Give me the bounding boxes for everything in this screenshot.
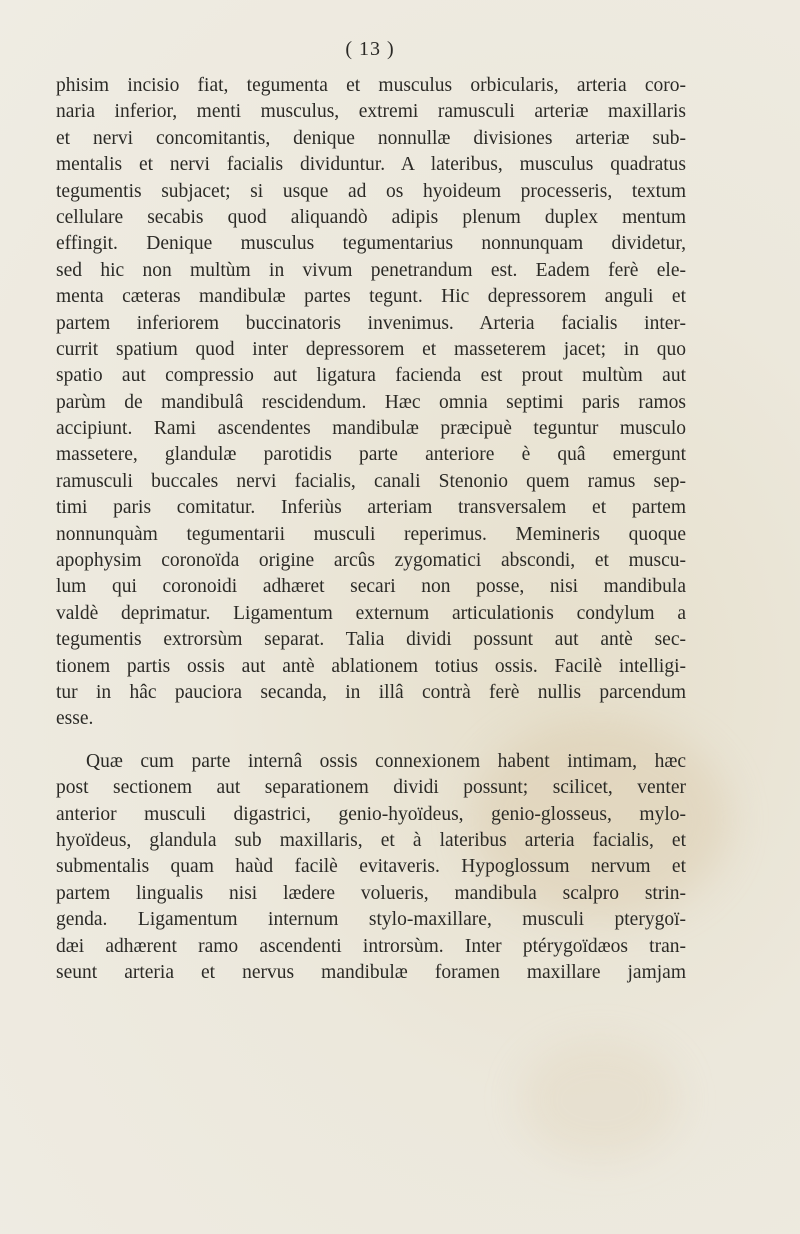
text-line: tionem partis ossis aut antè ablationem totius ossis. Facilè intelligi- — [56, 655, 686, 677]
paper-stain — [520, 1040, 680, 1160]
text-line: Quæ cum parte internâ ossis connexionem habent intimam, hæc — [86, 750, 686, 772]
text-line: partem inferiorem buccinatoris invenimus. Arteria facialis inter- — [56, 312, 686, 334]
text-line: valdè deprimatur. Ligamentum externum articulationis condylum a — [56, 602, 686, 624]
text-line: tegumentis extrorsùm separat. Talia dividi possunt aut antè sec- — [56, 629, 686, 651]
paragraph — [56, 73, 686, 733]
text-line: naria inferior, menti musculus, extremi ramusculi arteriæ maxillaris — [56, 101, 686, 123]
text-line: apophysim coronoïda origine arcûs zygomatici abscondi, et muscu- — [56, 550, 686, 572]
text-line: submentalis quam haùd facilè evitaveris. Hypoglossum nervum et — [56, 856, 686, 878]
text-line: massetere, glandulæ parotidis parte anteriore è quâ emergunt — [56, 444, 686, 466]
page-text — [56, 73, 686, 986]
text-line: genda. Ligamentum internum stylo-maxillare, musculi pterygoï- — [56, 909, 686, 931]
text-line: accipiunt. Rami ascendentes mandibulæ præcipuè teguntur musculo — [56, 418, 686, 440]
text-line: partem lingualis nisi lædere volueris, mandibula scalpro strin- — [56, 882, 686, 904]
text-line: timi paris comitatur. Inferiùs arteriam transversalem et partem — [56, 497, 686, 519]
text-line: currit spatium quod inter depressorem et masseterem jacet; in quo — [56, 338, 686, 360]
text-line: mentalis et nervi facialis dividuntur. A lateribus, musculus quadratus — [56, 154, 686, 176]
page-number: ( 13 ) — [345, 38, 395, 60]
text-line: anterior musculi digastrici, genio-hyoïdeus, genio-glosseus, mylo- — [56, 803, 686, 825]
paragraph-gap — [56, 733, 686, 749]
text-line: effingit. Denique musculus tegumentarius nonnunquam dividetur, — [56, 233, 686, 255]
text-line: lum qui coronoidi adhæret secari non posse, nisi mandibula — [56, 576, 686, 598]
text-line: phisim incisio fiat, tegumenta et musculus orbicularis, arteria coro- — [56, 75, 686, 96]
text-line: spatio aut compressio aut ligatura facienda est prout multùm aut — [56, 365, 686, 387]
paragraph — [56, 749, 686, 987]
text-line: tur in hâc pauciora secanda, in illâ contrà ferè nullis parcendum — [56, 681, 686, 703]
text-line: sed hic non multùm in vivum penetrandum est. Eadem ferè ele- — [56, 259, 686, 281]
text-line: hyoïdeus, glandula sub maxillaris, et à lateribus arteria facialis, et — [56, 829, 686, 851]
text-line: ramusculi buccales nervi facialis, canali Stenonio quem ramus sep- — [56, 470, 686, 492]
text-line: parùm de mandibulâ rescidendum. Hæc omnia septimi paris ramos — [56, 391, 686, 413]
text-line: et nervi concomitantis, denique nonnullæ divisiones arteriæ sub- — [56, 127, 686, 149]
text-line: tegumentis subjacet; si usque ad os hyoideum processeris, textum — [56, 180, 686, 202]
text-line: post sectionem aut separationem dividi possunt; scilicet, venter — [56, 777, 686, 799]
text-line: dæi adhærent ramo ascendenti introrsùm. Inter ptérygoïdæos tran- — [56, 935, 686, 957]
text-line: esse. — [56, 708, 94, 730]
text-line: seunt arteria et nervus mandibulæ foramen maxillare jamjam — [56, 961, 686, 983]
text-line: cellulare secabis quod aliquandò adipis plenum duplex mentum — [56, 206, 686, 228]
text-line: nonnunquàm tegumentarii musculi reperimus. Memineris quoque — [56, 523, 686, 545]
text-line: menta cæteras mandibulæ partes tegunt. Hic depressorem anguli et — [56, 286, 686, 308]
